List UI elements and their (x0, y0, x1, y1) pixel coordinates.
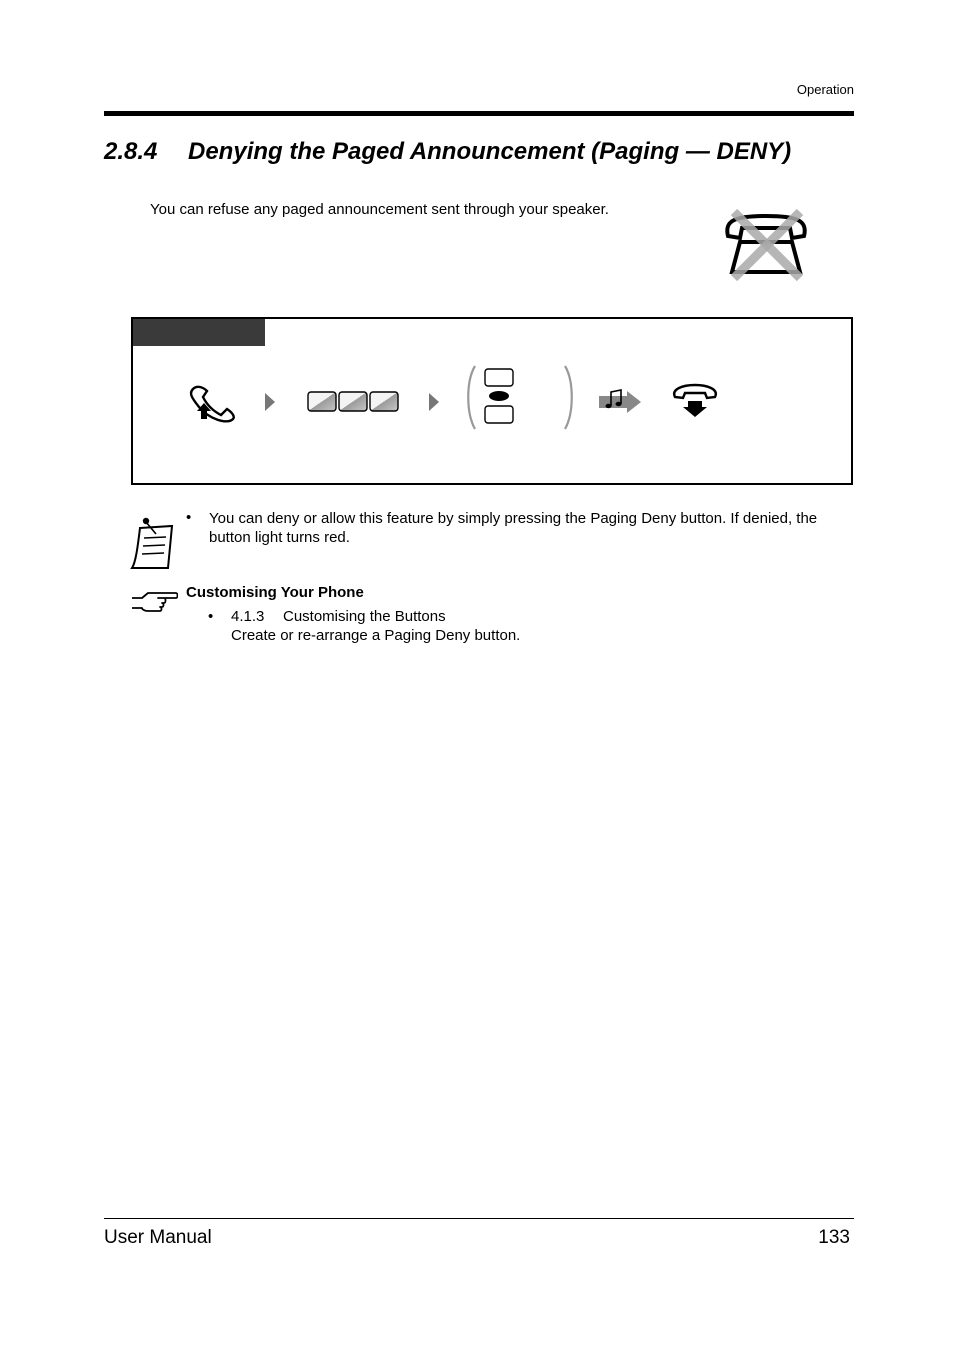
section-number: 2.8.4 (104, 138, 158, 165)
reference-description: Create or re-arrange a Paging Deny button. (231, 627, 521, 644)
off-hook-icon (189, 383, 237, 423)
note-pad-icon (128, 514, 178, 572)
reference-section-number: 4.1.3 (231, 608, 265, 625)
pointing-hand-icon (130, 590, 178, 616)
reference-heading: Customising Your Phone (186, 584, 364, 601)
reference-section-title: Customising the Buttons (283, 608, 446, 625)
arrow-right-icon (427, 391, 441, 413)
note-text: You can deny or allow this feature by simply pressing the Paging Deny button. If denied, the button light turns red. (209, 510, 818, 546)
note-bullet: • (186, 509, 192, 526)
crossed-phone-icon (716, 206, 816, 284)
top-rule (104, 111, 854, 116)
page-number: 133 (818, 1227, 850, 1248)
dial-buttons-icon (307, 390, 401, 414)
footer-manual-label: User Manual (104, 1227, 212, 1248)
intro-text: You can refuse any paged announcement sent through your speaker. (150, 201, 609, 218)
section-heading (104, 138, 791, 166)
paging-deny-button-icon (463, 363, 577, 433)
section-title: Denying the Paged Announcement (Paging — DENY) (188, 138, 792, 165)
running-header: Operation (796, 82, 854, 97)
procedure-tab (133, 319, 265, 346)
bottom-rule (104, 1218, 854, 1219)
reference-bullet: • (208, 608, 214, 625)
arrow-right-icon (263, 391, 277, 413)
on-hook-icon (669, 383, 721, 419)
procedure-box (131, 317, 853, 485)
confirmation-tone-icon (597, 388, 645, 416)
